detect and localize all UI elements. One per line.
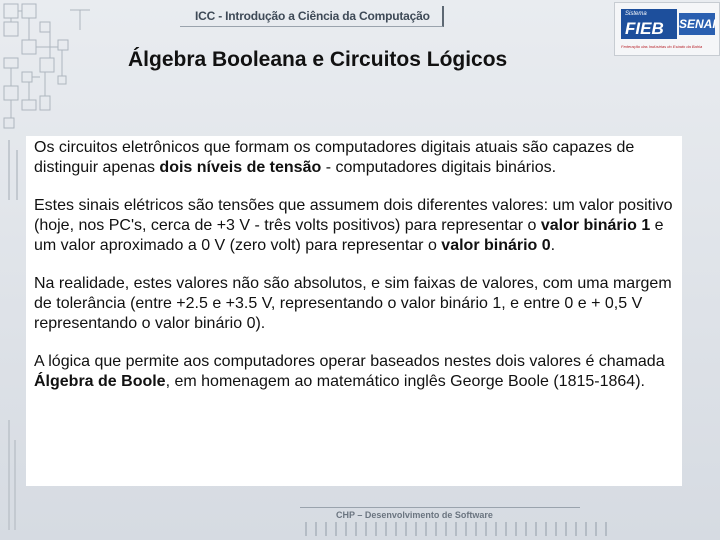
text-run: e um valor aproximado a 0 V (zero volt) para representar o	[34, 217, 664, 254]
slide-title: Álgebra Booleana e Circuitos Lógicos	[128, 48, 508, 71]
paragraph-1	[34, 138, 674, 178]
text-run: , em homenagem ao matemático inglês George Boole (1815-1864).	[165, 373, 645, 390]
emphasis-text: valor binário 0	[441, 237, 551, 254]
fieb-senai-logo	[614, 2, 720, 56]
logo-caption: Federação das Indústrias do Estado da Bahia	[621, 44, 703, 49]
fieb-wordmark: FIEB	[625, 19, 664, 38]
slide-content	[26, 136, 682, 486]
paragraph-3	[34, 274, 674, 334]
decorative-footer-ticks	[305, 522, 615, 536]
footer-text: CHP – Desenvolvimento de Software	[336, 510, 493, 520]
emphasis-text: Álgebra de Boole	[34, 373, 166, 390]
text-run: - computadores digitais binários.	[321, 159, 557, 176]
text-run: Os circuitos eletrônicos que formam os computadores digitais atuais são capazes de distinguir apenas	[34, 139, 635, 176]
paragraph-4	[34, 352, 674, 392]
text-run: Na realidade, estes valores não são absolutos, e sim faixas de valores, com uma margem de tolerância (entre +2.5 e +3.5 V, representando o valor binário 1, e entre 0 e + 0,5 V representando o valor binário 0).	[34, 275, 672, 332]
footer-divider	[300, 507, 580, 508]
fieb-logo	[621, 9, 677, 39]
text-run: A lógica que permite aos computadores operar baseados nestes dois valores é chamada	[34, 353, 665, 370]
course-title: ICC - Introdução a Ciência da Computação	[195, 9, 430, 23]
emphasis-text: valor binário 1	[540, 217, 651, 234]
paragraph-2	[34, 196, 674, 256]
text-run: .	[550, 237, 556, 254]
senai-logo: SENAI	[679, 13, 715, 35]
text-run: Estes sinais elétricos são tensões que assumem dois diferentes valores: um valor positivo (hoje, nos PC's, cerca de +3 V - três volts positivos) para representar o	[34, 197, 673, 234]
fieb-sistema-label: Sistema	[625, 11, 647, 17]
emphasis-text: dois níveis de tensão	[159, 159, 322, 176]
